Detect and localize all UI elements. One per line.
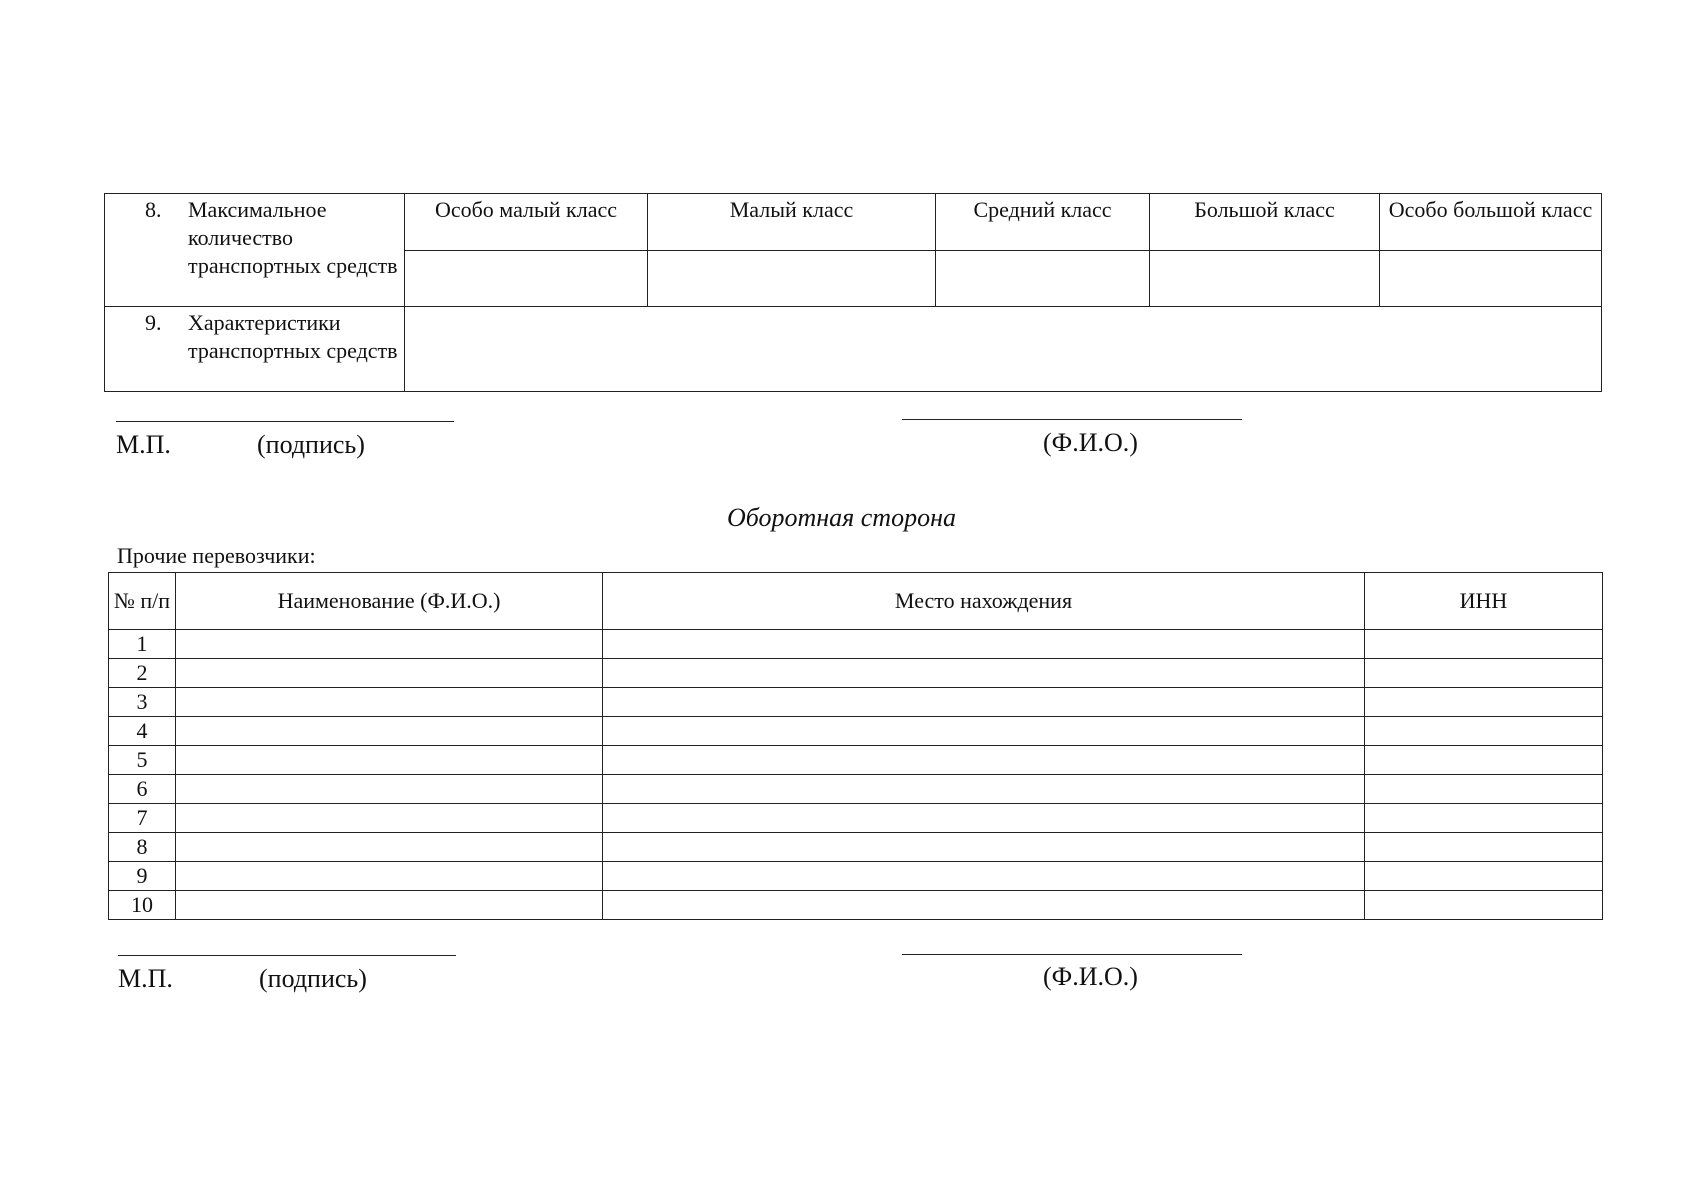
row-name-cell[interactable] [176,630,603,659]
row-location-cell[interactable] [603,659,1365,688]
table-row [109,659,1603,688]
class-extra-small-header: Особо малый класс [405,194,648,251]
row-name-cell[interactable] [176,688,603,717]
row-name-cell[interactable] [176,862,603,891]
row-location-cell[interactable] [603,717,1365,746]
class-small-header: Малый класс [648,194,936,251]
table-row [109,804,1603,833]
row-location-cell[interactable] [603,630,1365,659]
row8-label: Максимальное количество транспортных средств [188,197,398,278]
stamp-label-bottom: М.П. [118,964,173,993]
stamp-label-top: М.П. [116,430,171,459]
row-name-cell[interactable] [176,833,603,862]
header-inn: ИНН [1365,573,1603,630]
row-inn-cell[interactable] [1365,630,1603,659]
row-inn-cell[interactable] [1365,717,1603,746]
row-location-cell[interactable] [603,833,1365,862]
row-location-cell[interactable] [603,891,1365,920]
reverse-side-title: Оборотная сторона [727,503,956,532]
row-inn-cell[interactable] [1365,688,1603,717]
row-number: 5 [109,746,176,775]
table-row [109,775,1603,804]
vehicle-characteristics-value[interactable] [405,307,1602,392]
header-name: Наименование (Ф.И.О.) [176,573,603,630]
class-large-header: Большой класс [1150,194,1380,251]
row-name-cell[interactable] [176,804,603,833]
class-extra-small-value[interactable] [405,251,648,307]
header-number: № п/п [109,573,176,630]
row-inn-cell[interactable] [1365,804,1603,833]
carriers-table [108,572,1603,920]
row-number: 2 [109,659,176,688]
table-row [109,688,1603,717]
row-location-cell[interactable] [603,746,1365,775]
row-number: 4 [109,717,176,746]
row9-label: Характеристики транспортных средств [188,310,398,363]
row-number: 10 [109,891,176,920]
header-location: Место нахождения [603,573,1365,630]
signature-line-bottom [118,955,456,956]
vehicles-table [104,193,1602,392]
name-line-top [902,419,1242,420]
class-small-value[interactable] [648,251,936,307]
row-inn-cell[interactable] [1365,659,1603,688]
table-row [109,630,1603,659]
row9-label-cell [105,307,405,392]
row8-label-cell [105,194,405,307]
table-row [109,746,1603,775]
row-number: 1 [109,630,176,659]
row-inn-cell[interactable] [1365,833,1603,862]
class-medium-header: Средний класс [936,194,1150,251]
name-label-bottom: (Ф.И.О.) [1043,962,1138,991]
name-line-bottom [902,954,1242,955]
signature-line-top [116,421,454,422]
class-extra-large-header: Особо большой класс [1380,194,1602,251]
row-location-cell[interactable] [603,688,1365,717]
row-number: 3 [109,688,176,717]
class-extra-large-value[interactable] [1380,251,1602,307]
class-large-value[interactable] [1150,251,1380,307]
row-name-cell[interactable] [176,717,603,746]
row-inn-cell[interactable] [1365,891,1603,920]
table-row [109,717,1603,746]
row-name-cell[interactable] [176,659,603,688]
table-row [109,891,1603,920]
row-inn-cell[interactable] [1365,775,1603,804]
row9-number: 9. [145,310,162,335]
row-location-cell[interactable] [603,862,1365,891]
row-inn-cell[interactable] [1365,862,1603,891]
row-location-cell[interactable] [603,775,1365,804]
table-row [109,862,1603,891]
row-location-cell[interactable] [603,804,1365,833]
row-number: 8 [109,833,176,862]
row-inn-cell[interactable] [1365,746,1603,775]
row-name-cell[interactable] [176,891,603,920]
row-name-cell[interactable] [176,746,603,775]
table-row [109,833,1603,862]
row-name-cell[interactable] [176,775,603,804]
name-label-top: (Ф.И.О.) [1043,428,1138,457]
class-medium-value[interactable] [936,251,1150,307]
row8-number: 8. [145,197,162,222]
row-number: 6 [109,775,176,804]
row-number: 7 [109,804,176,833]
row-number: 9 [109,862,176,891]
carriers-caption: Прочие перевозчики: [117,543,316,568]
signature-label-bottom: (подпись) [259,964,367,993]
signature-label-top: (подпись) [257,430,365,459]
